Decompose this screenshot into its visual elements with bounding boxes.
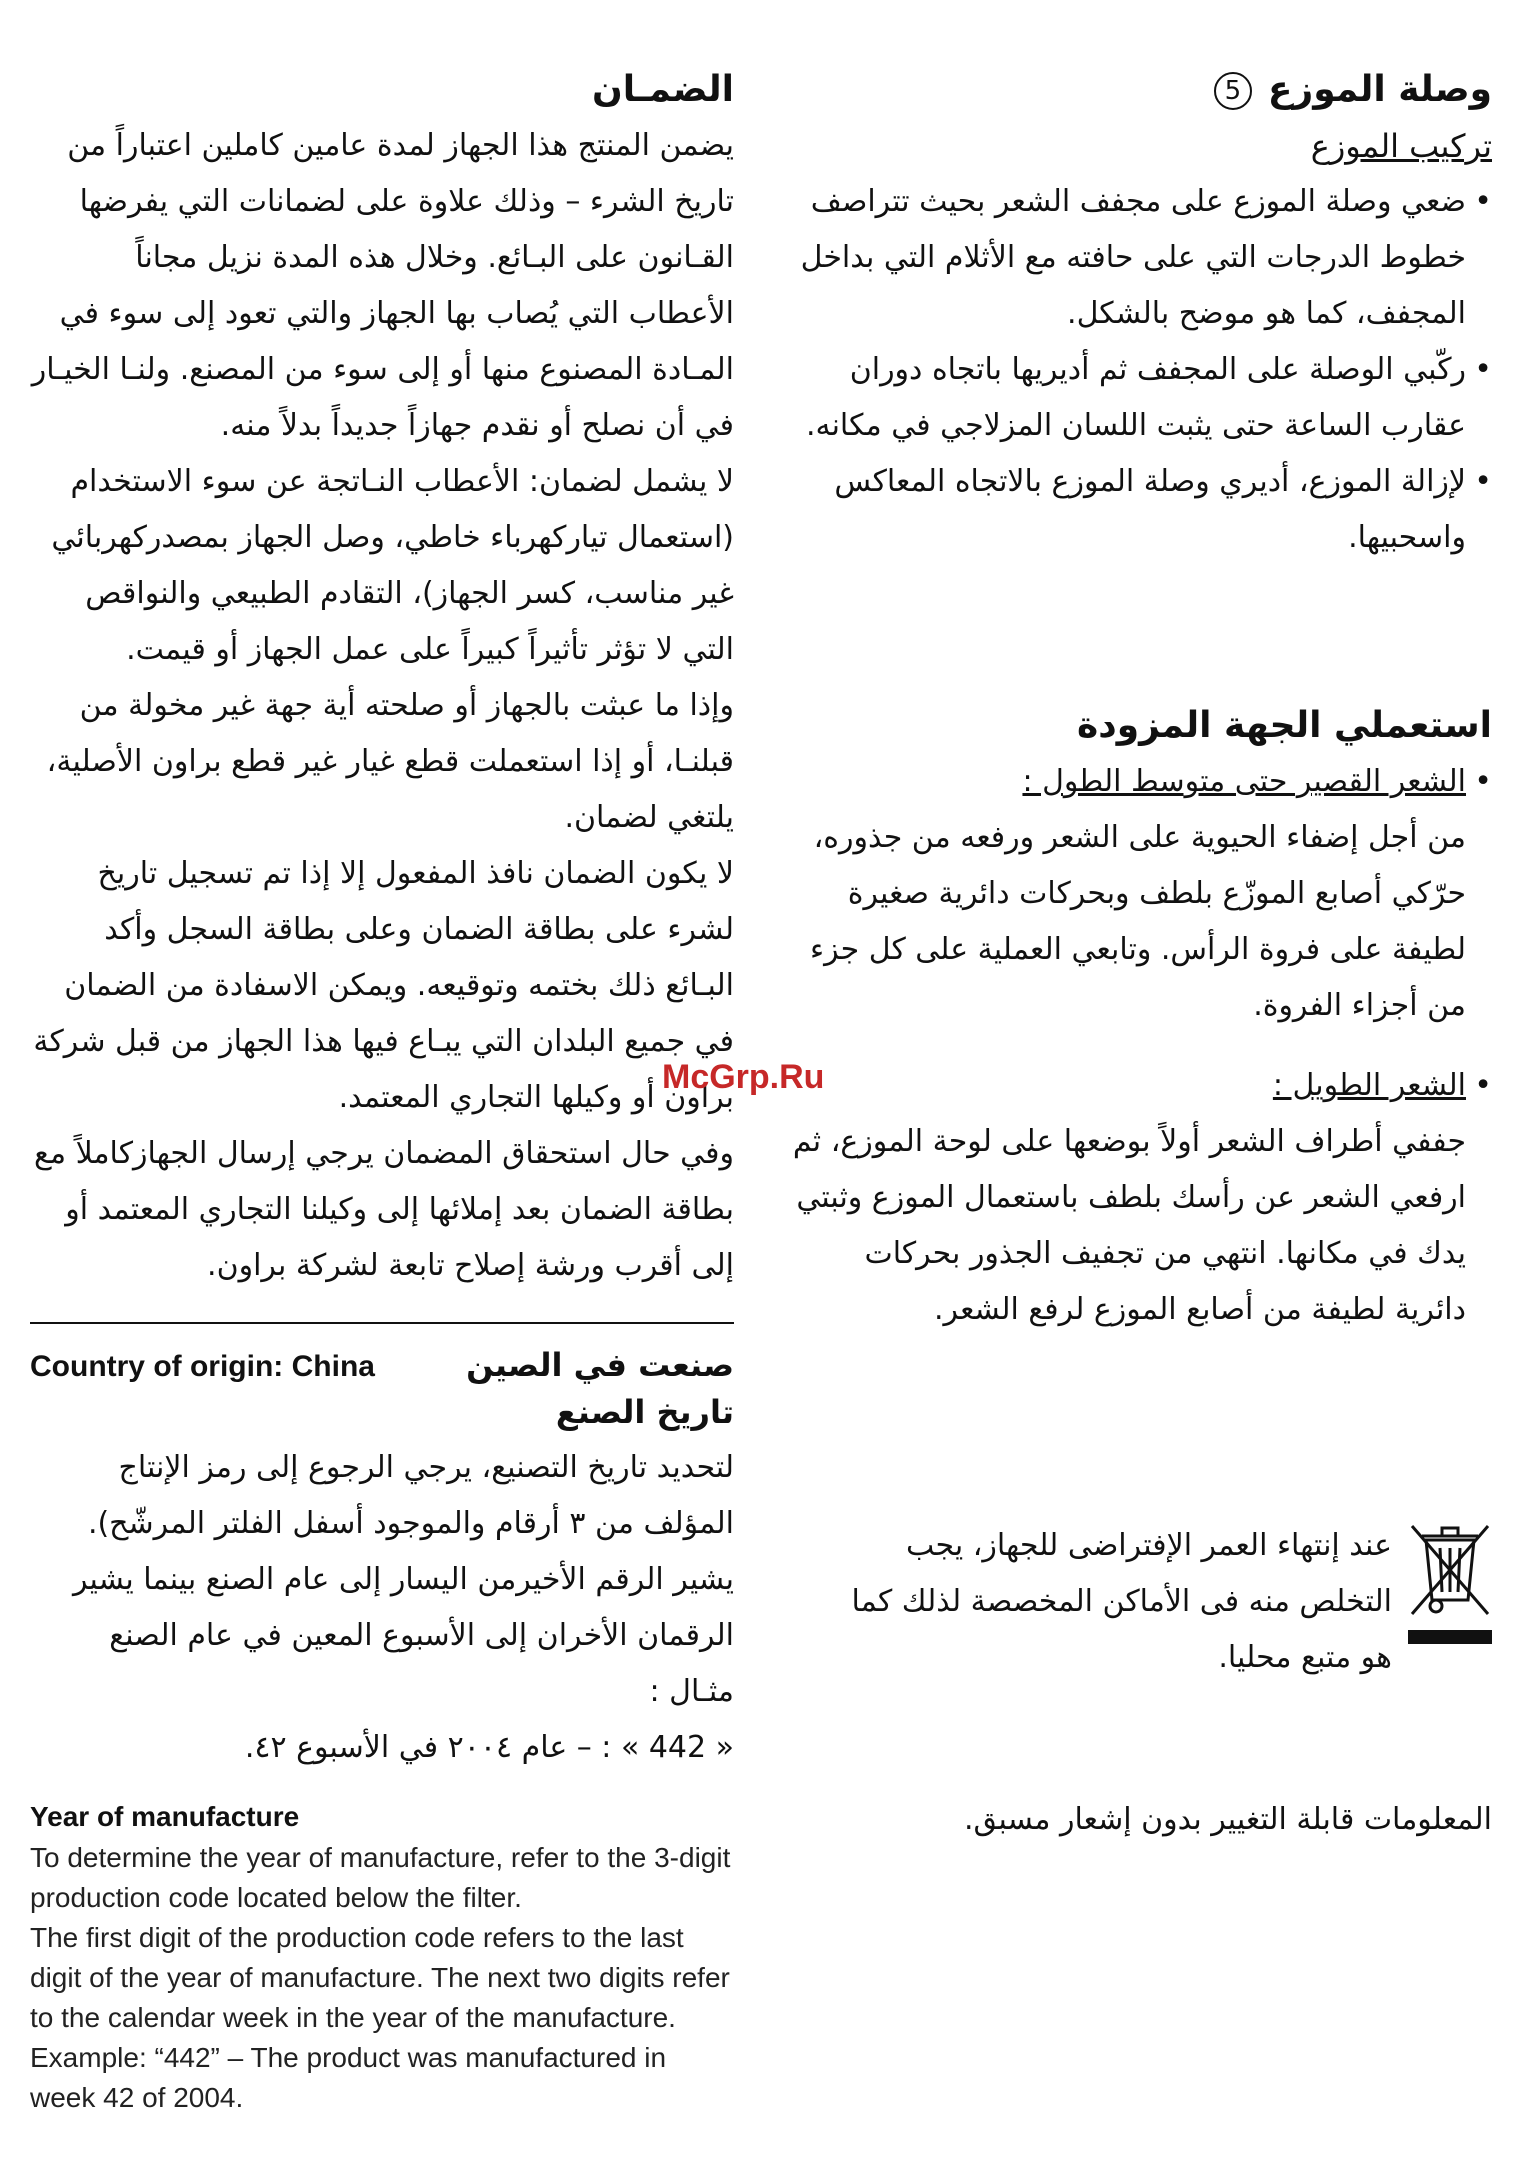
change-notice: المعلومات قابلة التغيير بدون إشعار مسبق. <box>964 1802 1492 1837</box>
manufacture-text-en-2: The first digit of the production code refers to the last digit of the year of manufacture. The next two digits refer to the calendar week in the year of the manufacture. <box>30 1922 730 2033</box>
list-item: • لإزالة الموزع، أديري وصلة الموزع بالاتجاه المعاكس واسحبيها. <box>792 454 1492 566</box>
manufacture-text-en-1: To determine the year of manufacture, refer to the 3-digit production code located below the filter. <box>30 1842 731 1913</box>
crossed-bin-icon <box>1408 1518 1492 1648</box>
short-hair-label: الشعر القصير حتى متوسط الطول : <box>1022 764 1466 799</box>
warranty-p2: لا يشمل لضمان: الأعطاب النـاتجة عن سوء الاستخدام (استعمال تياركهرباء خاطي، وصل الجهاز بمصدركهربائي غير مناسب، كسر الجهاز)، التقادم الطبيعي والنواقص التي لا تؤثر تأثيراً كبيراً على عمل الجهاز أو قيمت. <box>51 464 734 667</box>
manufacture-title-ar: تاريخ الصنع <box>555 1393 734 1431</box>
watermark: McGrp.Ru <box>662 1058 825 1096</box>
section-title-diffuser <box>792 62 1492 118</box>
left-column <box>30 62 734 2118</box>
manufacture-title-en: Year of manufacture <box>30 1801 300 1832</box>
manufacture-text-en-3: Example: “442” – The product was manufactured in week 42 of 2004. <box>30 2042 667 2113</box>
divider <box>30 1322 734 1324</box>
manufacture-arabic <box>30 1384 734 1776</box>
long-hair-text: جففي أطراف الشعر أولاً بوضعها على لوحة الموزع، ثم ارفعي الشعر عن رأسك بلطف باستعمال الموزع وثبتي يدك في مكانها. انتهي من تجفيف الجذور بحركات دائرية لطيفة من أصابع الموزع لرفع الشعر. <box>792 1124 1466 1327</box>
warranty-p4: لا يكون الضمان نافذ المفعول إلا إذا تم تسجيل تاريخ لشرء على بطاقة الضمان وعلى بطاقة السجل وأكد البـائع ذلك بختمه وتوقيعه. ويمكن الاسفادة من الضمان في جميع البلدان التي يبـاع فيها هذا الجهاز من قبل شركة براون أو وكيلها التجاري المعتمد. <box>33 856 734 1115</box>
warranty-p3: وإذا ما عبثت بالجهاز أو صلحته أية جهة غير مخولة من قبلنـا، أو إذا استعملت قطع غيار غير قطع براون الأصلية، يلتغي لضمان. <box>46 688 734 835</box>
warranty-section <box>30 62 734 1294</box>
origin-row <box>30 1346 734 1384</box>
short-hair-text: من أجل إضفاء الحيوية على الشعر ورفعه من جذوره، حرّكي أصابع الموزّع بلطف وبحركات دائرية صغيرة لطيفة على فروة الرأس. وتابعي العملية على كل جزء من أجزاء الفروة. <box>809 820 1466 1023</box>
disposal-notice <box>812 1518 1492 1686</box>
section-title-text: وصلة الموزع <box>1267 69 1492 110</box>
section-number-badge: 5 <box>1214 72 1252 110</box>
disposal-text: عند إنتهاء العمر الإفتراضى للجهاز، يجب التخلص منه فى الأماكن المخصصة لذلك كما هو متبع محليا. <box>851 1528 1392 1675</box>
list-item <box>792 1058 1492 1338</box>
warranty-title: الضمـان <box>591 69 734 110</box>
right-column <box>792 62 1492 1338</box>
attach-steps-list <box>792 174 1492 566</box>
subtitle-attach-diffuser: تركيب الموزع <box>1310 127 1492 165</box>
list-item <box>792 754 1492 1034</box>
example-label-ar: مثـال : <box>649 1674 734 1709</box>
example-ar: « 442 » : – عام ٢٠٠٤ في الأسبوع ٤٢. <box>244 1730 734 1765</box>
manufacture-text-ar: لتحديد تاريخ التصنيع، يرجي الرجوع إلى رمز الإنتاج المؤلف من ٣ أرقام والموجود أسفل الفلتر المرشّح). يشير الرقم الأخيرمن اليسار إلى عام الصنع بينما يشير الرقمان الأخران إلى الأسبوع المعين في عام الصنع <box>72 1450 734 1653</box>
warranty-p1: يضمن المنتج هذا الجهاز لمدة عامين كاملين اعتباراً من تاريخ الشرء – وذلك علاوة على لضمانات التي يفرضها القـانون على البـائع. وخلال هذه المدة نزيل مجاناً الأعطاب التي يُصاب بها الجهاز والتي تعود إلى سوء في المـادة المصنوع منها أو إلى سوء من المصنع. ولنـا الخيـار في أن نصلح أو نقدم جهازاً جديداً بدلاً منه. <box>31 128 734 443</box>
manufacture-english <box>30 1798 734 2118</box>
list-item: • ركّبي الوصلة على المجفف ثم أديريها باتجاه دوران عقارب الساعة حتى يثبت اللسان المزلاجي في مكانه. <box>792 342 1492 454</box>
long-hair-label: الشعر الطويل : <box>1272 1068 1466 1103</box>
origin-arabic: صنعت في الصين <box>466 1346 734 1384</box>
section-title-use: استعملي الجهة المزودة <box>1077 705 1492 746</box>
use-list <box>792 754 1492 1338</box>
origin-english: Country of origin: China <box>30 1350 375 1383</box>
warranty-p5: وفي حال استحقاق المضمان يرجي إرسال الجهازكاملاً مع بطاقة الضمان بعد إملائها إلى وكيلنا التجاري المعتمد أو إلى أقرب ورشة إصلاح تابعة لشركة براون. <box>34 1136 734 1283</box>
list-item: • ضعي وصلة الموزع على مجفف الشعر بحيث تتراصف خطوط الدرجات التي على حافته مع الأثلام التي بداخل المجفف، كما هو موضح بالشكل. <box>792 174 1492 342</box>
